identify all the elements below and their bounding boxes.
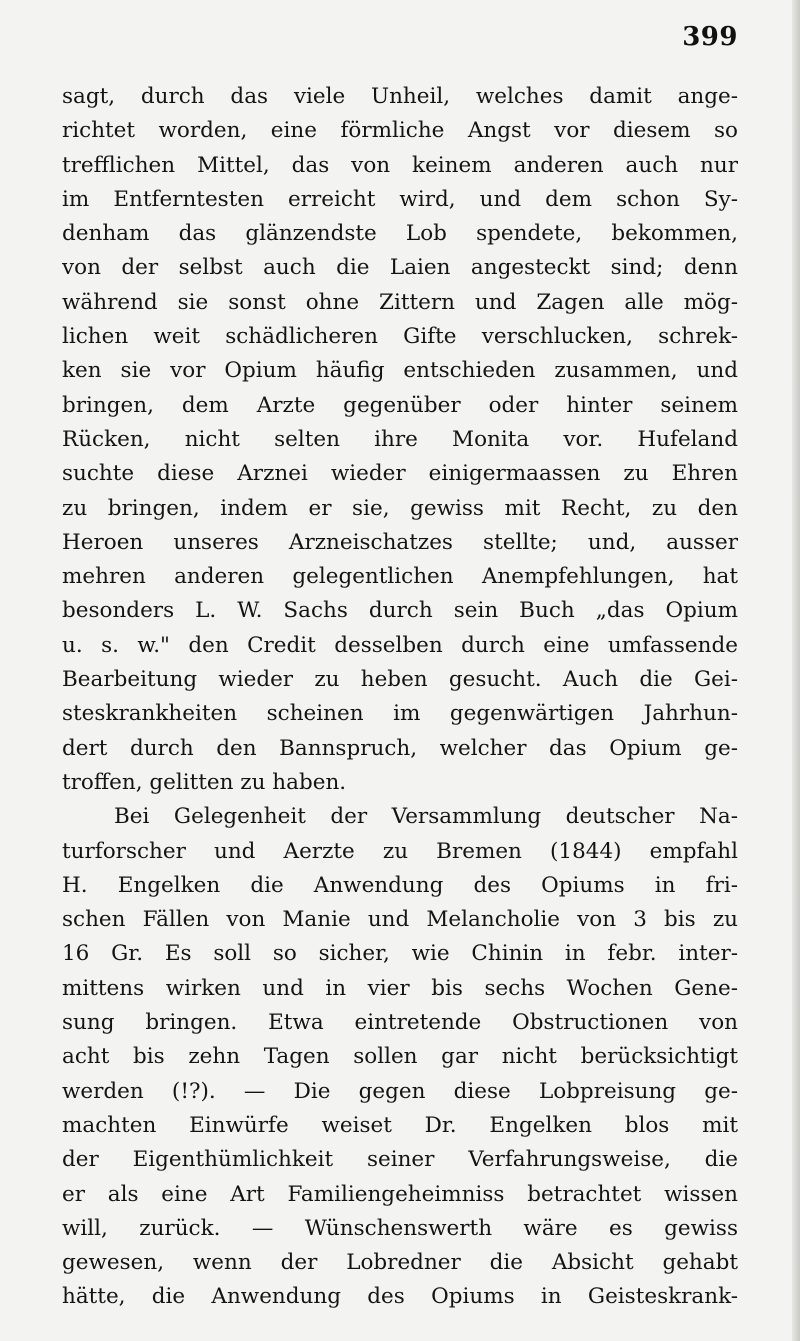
text-line: richtet worden, eine förmliche Angst vor diesem so [62,118,738,144]
text-line: Heroen unseres Arzneischatzes stellte; und, ausser [62,529,738,555]
text-line: im Entferntesten erreicht wird, und dem schon Sy- [62,186,738,212]
page-edge-shadow [792,0,800,1341]
text-line: sung bringen. Etwa eintretende Obstructionen von [62,1010,738,1036]
text-line: sagt, durch das viele Unheil, welches damit ange- [62,84,738,109]
text-line: bringen, dem Arzte gegenüber oder hinter seinem [62,392,738,418]
text-line: ken sie vor Opium häufig entschieden zusammen, und [62,358,738,384]
text-line: denham das glänzendste Lob spendete, bekommen, [62,221,738,247]
text-line: gewesen, wenn der Lobredner die Absicht gehabt [62,1250,738,1276]
text-line: schen Fällen von Manie und Melancholie von 3 bis zu [62,907,738,933]
text-line: u. s. w." den Credit desselben durch eine umfassende [62,632,738,658]
text-line: werden (!?). — Die gegen diese Lobpreisung ge- [62,1078,738,1104]
text-line: Bearbeitung wieder zu heben gesucht. Auch die Gei- [62,667,738,693]
text-line: 16 Gr. Es soll so sicher, wie Chinin in febr. inter- [62,941,738,967]
text-line: zu bringen, indem er sie, gewiss mit Recht, zu den [62,495,738,521]
text-line: acht bis zehn Tagen sollen gar nicht berücksichtigt [62,1044,738,1070]
text-line: lichen weit schädlicheren Gifte verschlucken, schrek- [62,324,738,350]
text-line: mittens wirken und in vier bis sechs Wochen Gene- [62,975,738,1001]
text-line: der Eigenthümlichkeit seiner Verfahrungsweise, die [62,1147,738,1173]
text-line: Rücken, nicht selten ihre Monita vor. Hufeland [62,426,738,452]
paragraph-end-line: troffen, gelitten zu haben. [62,769,347,795]
text-line: suchte diese Arznei wieder einigermaassen zu Ehren [62,461,738,487]
text-line: will, zurück. — Wünschenswerth wäre es gewiss [62,1215,738,1241]
text-line: turforscher und Aerzte zu Bremen (1844) empfahl [62,838,738,864]
text-line: während sie sonst ohne Zittern und Zagen alle mög- [62,289,738,315]
text-line: machten Einwürfe weiset Dr. Engelken blos mit [62,1112,738,1138]
text-line: mehren anderen gelegentlichen Anempfehlungen, hat [62,564,738,590]
body-text [62,80,738,1315]
text-line: H. Engelken die Anwendung des Opiums in fri- [62,872,738,898]
text-line: dert durch den Bannspruch, welcher das Opium ge- [62,735,738,761]
paragraph-start-line: Bei Gelegenheit der Versammlung deutscher Na- [114,804,738,830]
text-line: trefflichen Mittel, das von keinem anderen auch nur [62,152,738,178]
text-line: hätte, die Anwendung des Opiums in Geisteskrank- [62,1284,738,1310]
page-number: 399 [682,22,738,52]
text-line: steskrankheiten scheinen im gegenwärtigen Jahrhun- [62,701,738,727]
text-line: besonders L. W. Sachs durch sein Buch „das Opium [62,598,738,624]
text-line: von der selbst auch die Laien angesteckt sind; denn [62,255,738,281]
text-line: er als eine Art Familiengeheimniss betrachtet wissen [62,1181,738,1207]
